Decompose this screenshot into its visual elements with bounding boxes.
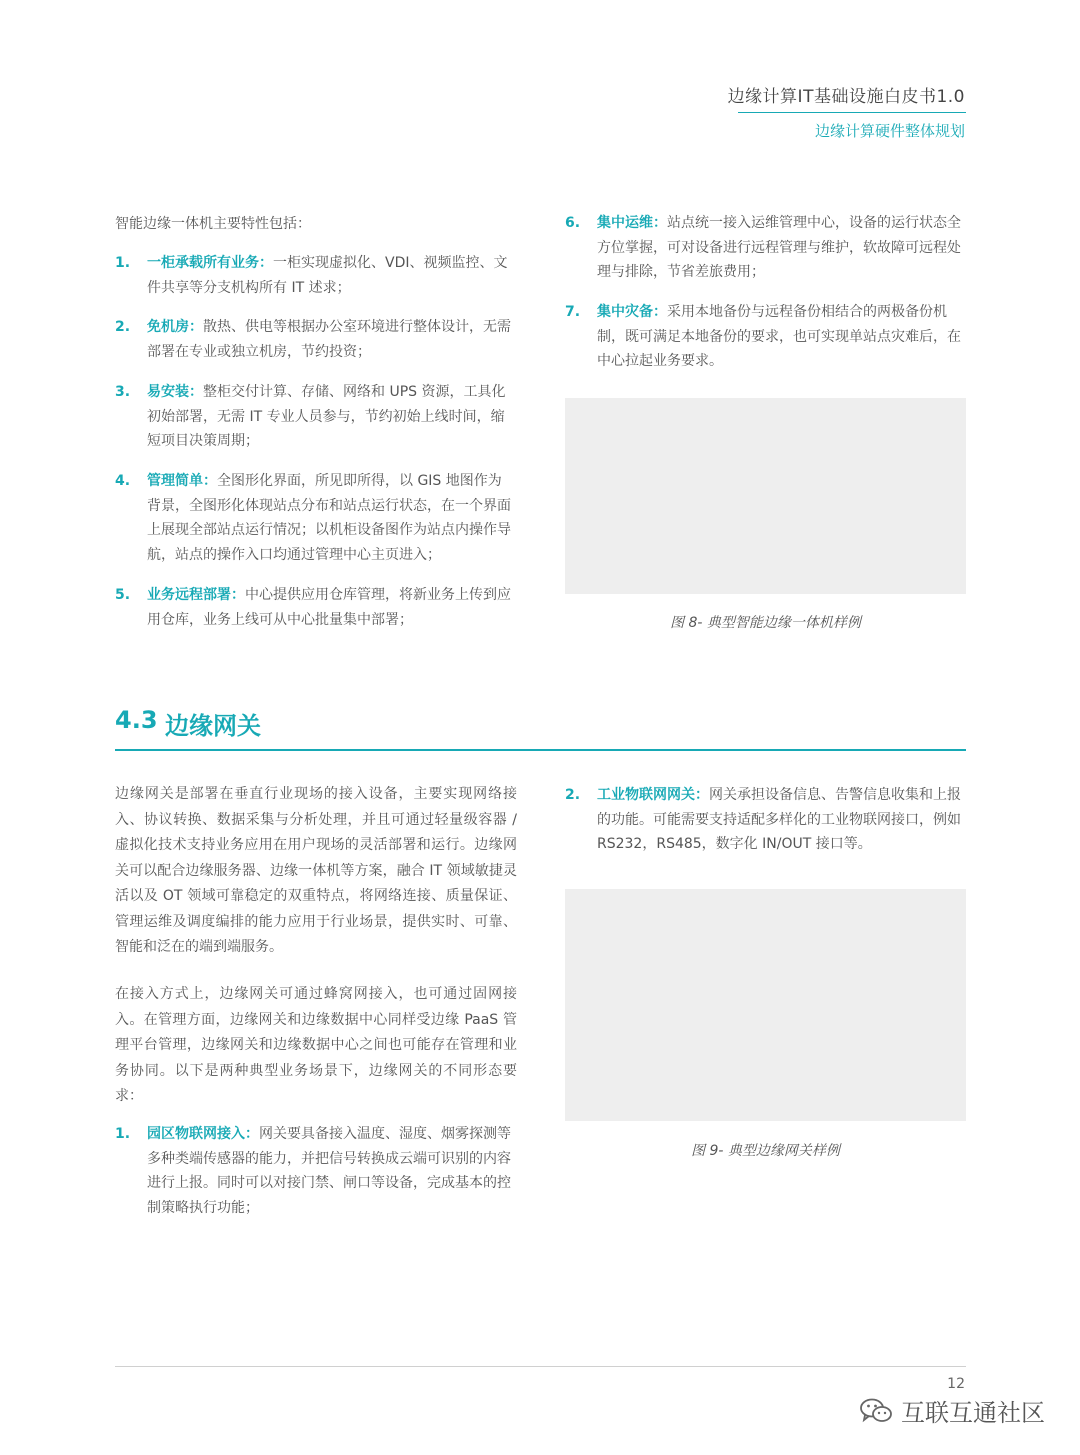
- item-text: 散热、供电等根据办公室环境进行整体设计，无需部署在专业或独立机房，节约投资；: [147, 319, 511, 360]
- item-text: 采用本地备份与远程备份相结合的两极备份机制，既可满足本地备份的要求，也可实现单站点灾难后，在中心拉起业务要求。: [597, 304, 961, 369]
- figure-8-caption: 图 8- 典型智能边缘一体机样例: [670, 615, 861, 631]
- gateway-item-1: [115, 1122, 515, 1220]
- section-divider: [115, 749, 966, 751]
- watermark-text: 互联互通社区: [901, 1399, 1045, 1427]
- item-text: 中心提供应用仓库管理，将新业务上传到应用仓库，业务上线可从中心批量集中部署；: [147, 587, 511, 628]
- paragraph-1: 边缘网关是部署在垂直行业现场的接入设备，主要实现网络接入、协议转换、数据采集与分析处理，并且可通过轻量级容器 / 虚拟化技术支持业务应用在用户现场的灵活部署和运行。边缘网关可以配合边缘服务器、边缘一体机等方案，融合 IT 领域敏捷灵活以及 OT 领域可靠稳定的双重特点，将网络连接、质量保证、管理运维及调度编排的能力应用于行业场景，提供实时、可靠、智能和泛在的端到端服务。: [115, 786, 517, 955]
- feature-item-4: [115, 469, 515, 567]
- feature-item-3: [115, 380, 515, 454]
- item-term: 一柜承载所有业务：: [147, 255, 273, 271]
- section-subtitle: 边缘计算硬件整体规划: [814, 122, 965, 140]
- item-text: 网关要具备接入温度、湿度、烟雾探测等多种类端传感器的能力，并把信号转换成云端可识别的内容进行上报。同时可以对接门禁、闸口等设备，完成基本的控制策略执行功能；: [147, 1126, 511, 1216]
- item-number: 2.: [115, 319, 131, 335]
- item-text: 全图形化界面，所见即所得，以 GIS 地图作为背景，全图形化体现站点分布和站点运行状态，在一个界面上展现全部站点运行情况；以机柜设备图作为站点内操作导航，站点的操作入口均通过管理中心主页进入；: [147, 473, 511, 563]
- section-title: 边缘网关: [165, 712, 261, 740]
- feature-item-7: [565, 300, 965, 374]
- feature-item-2: [115, 315, 515, 364]
- document-title: 边缘计算IT基础设施白皮书1.0: [727, 87, 965, 107]
- item-number: 1.: [115, 1126, 131, 1142]
- page-number: 12: [947, 1376, 965, 1392]
- item-text: 整柜交付计算、存储、网络和 UPS 资源，工具化初始部署，无需 IT 专业人员参与，节约初始上线时间，缩短项目决策周期；: [147, 384, 506, 449]
- item-number: 5.: [115, 587, 131, 603]
- feature-item-1: [115, 251, 515, 300]
- item-number: 3.: [115, 384, 131, 400]
- item-term: 业务远程部署：: [147, 587, 245, 603]
- item-number: 1.: [115, 255, 131, 271]
- figure-9-image: [565, 889, 966, 1121]
- figure-8-image: [565, 398, 966, 594]
- item-term: 集中运维：: [597, 215, 667, 231]
- feature-item-6: [565, 211, 965, 285]
- item-term: 园区物联网接入：: [147, 1126, 259, 1142]
- watermark: [859, 1393, 1045, 1428]
- footer-divider: [115, 1366, 966, 1367]
- item-term: 管理简单：: [147, 473, 217, 489]
- paragraph-2: 在接入方式上，边缘网关可通过蜂窝网接入，也可通过固网接入。在管理方面，边缘网关和边缘数据中心同样受边缘 PaaS 管理平台管理，边缘网关和边缘数据中心之间也可能存在管理和业务协同。以下是两种典型业务场景下，边缘网关的不同形态要求：: [115, 986, 517, 1104]
- item-term: 易安装：: [147, 384, 203, 400]
- item-text: 站点统一接入运维管理中心，设备的运行状态全方位掌握，可对设备进行远程管理与维护，软故障可远程处理与排除，节省差旅费用；: [597, 215, 961, 280]
- figure-9-caption: 图 9- 典型边缘网关样例: [691, 1143, 840, 1159]
- header-divider: [738, 112, 966, 113]
- section-number: 4.3: [115, 706, 158, 734]
- item-term: 工业物联网网关：: [597, 787, 709, 803]
- item-term: 免机房：: [147, 319, 203, 335]
- item-number: 2.: [565, 787, 581, 803]
- item-number: 7.: [565, 304, 581, 320]
- item-number: 6.: [565, 215, 581, 231]
- intro-text: 智能边缘一体机主要特性包括：: [115, 216, 311, 232]
- item-text: 网关承担设备信息、告警信息收集和上报的功能。可能需要支持适配多样化的工业物联网接口，例如 RS232，RS485，数字化 IN/OUT 接口等。: [597, 787, 961, 852]
- item-number: 4.: [115, 473, 131, 489]
- wechat-icon: [859, 1397, 893, 1425]
- item-text: 一柜实现虚拟化、VDI、视频监控、文件共享等分支机构所有 IT 述求；: [147, 255, 508, 296]
- item-term: 集中灾备：: [597, 304, 667, 320]
- gateway-item-2: [565, 783, 965, 857]
- feature-item-5: [115, 583, 515, 632]
